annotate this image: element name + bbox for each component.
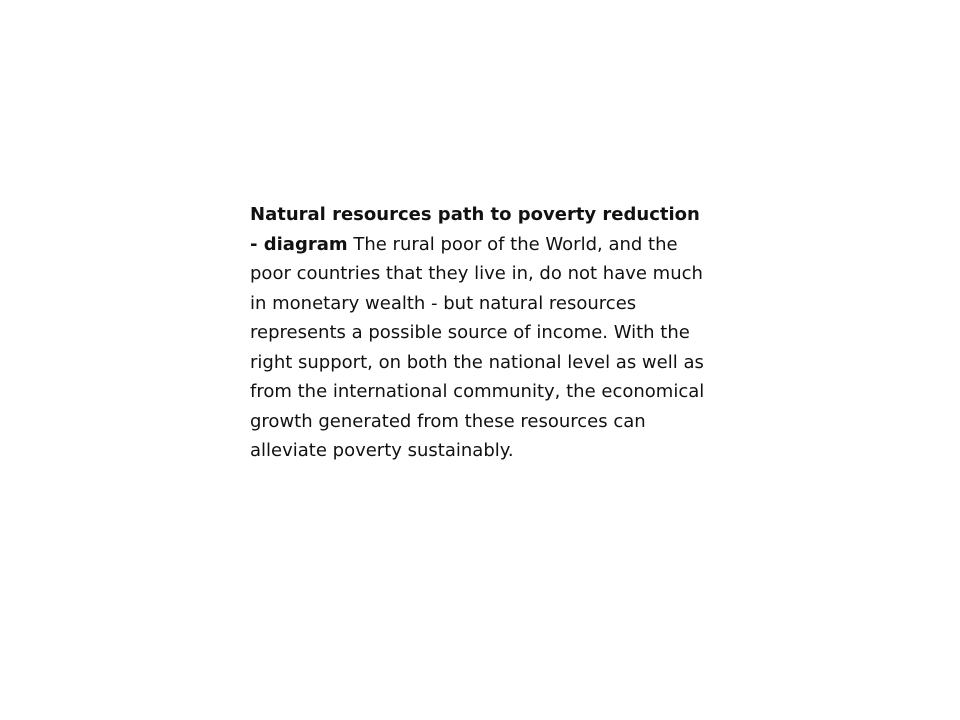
description-text-box: [250, 200, 710, 466]
slide-title: Natural resources path to poverty reduction - diagram: [250, 204, 700, 255]
slide-body-text: The rural poor of the World, and the poor countries that they live in, do not have much in monetary wealth - but natural resources represents a possible source of income. With the right support, on both the national level as well as from the international community, the economical growth generated from these resources can alleviate poverty sustainably.: [250, 233, 705, 461]
